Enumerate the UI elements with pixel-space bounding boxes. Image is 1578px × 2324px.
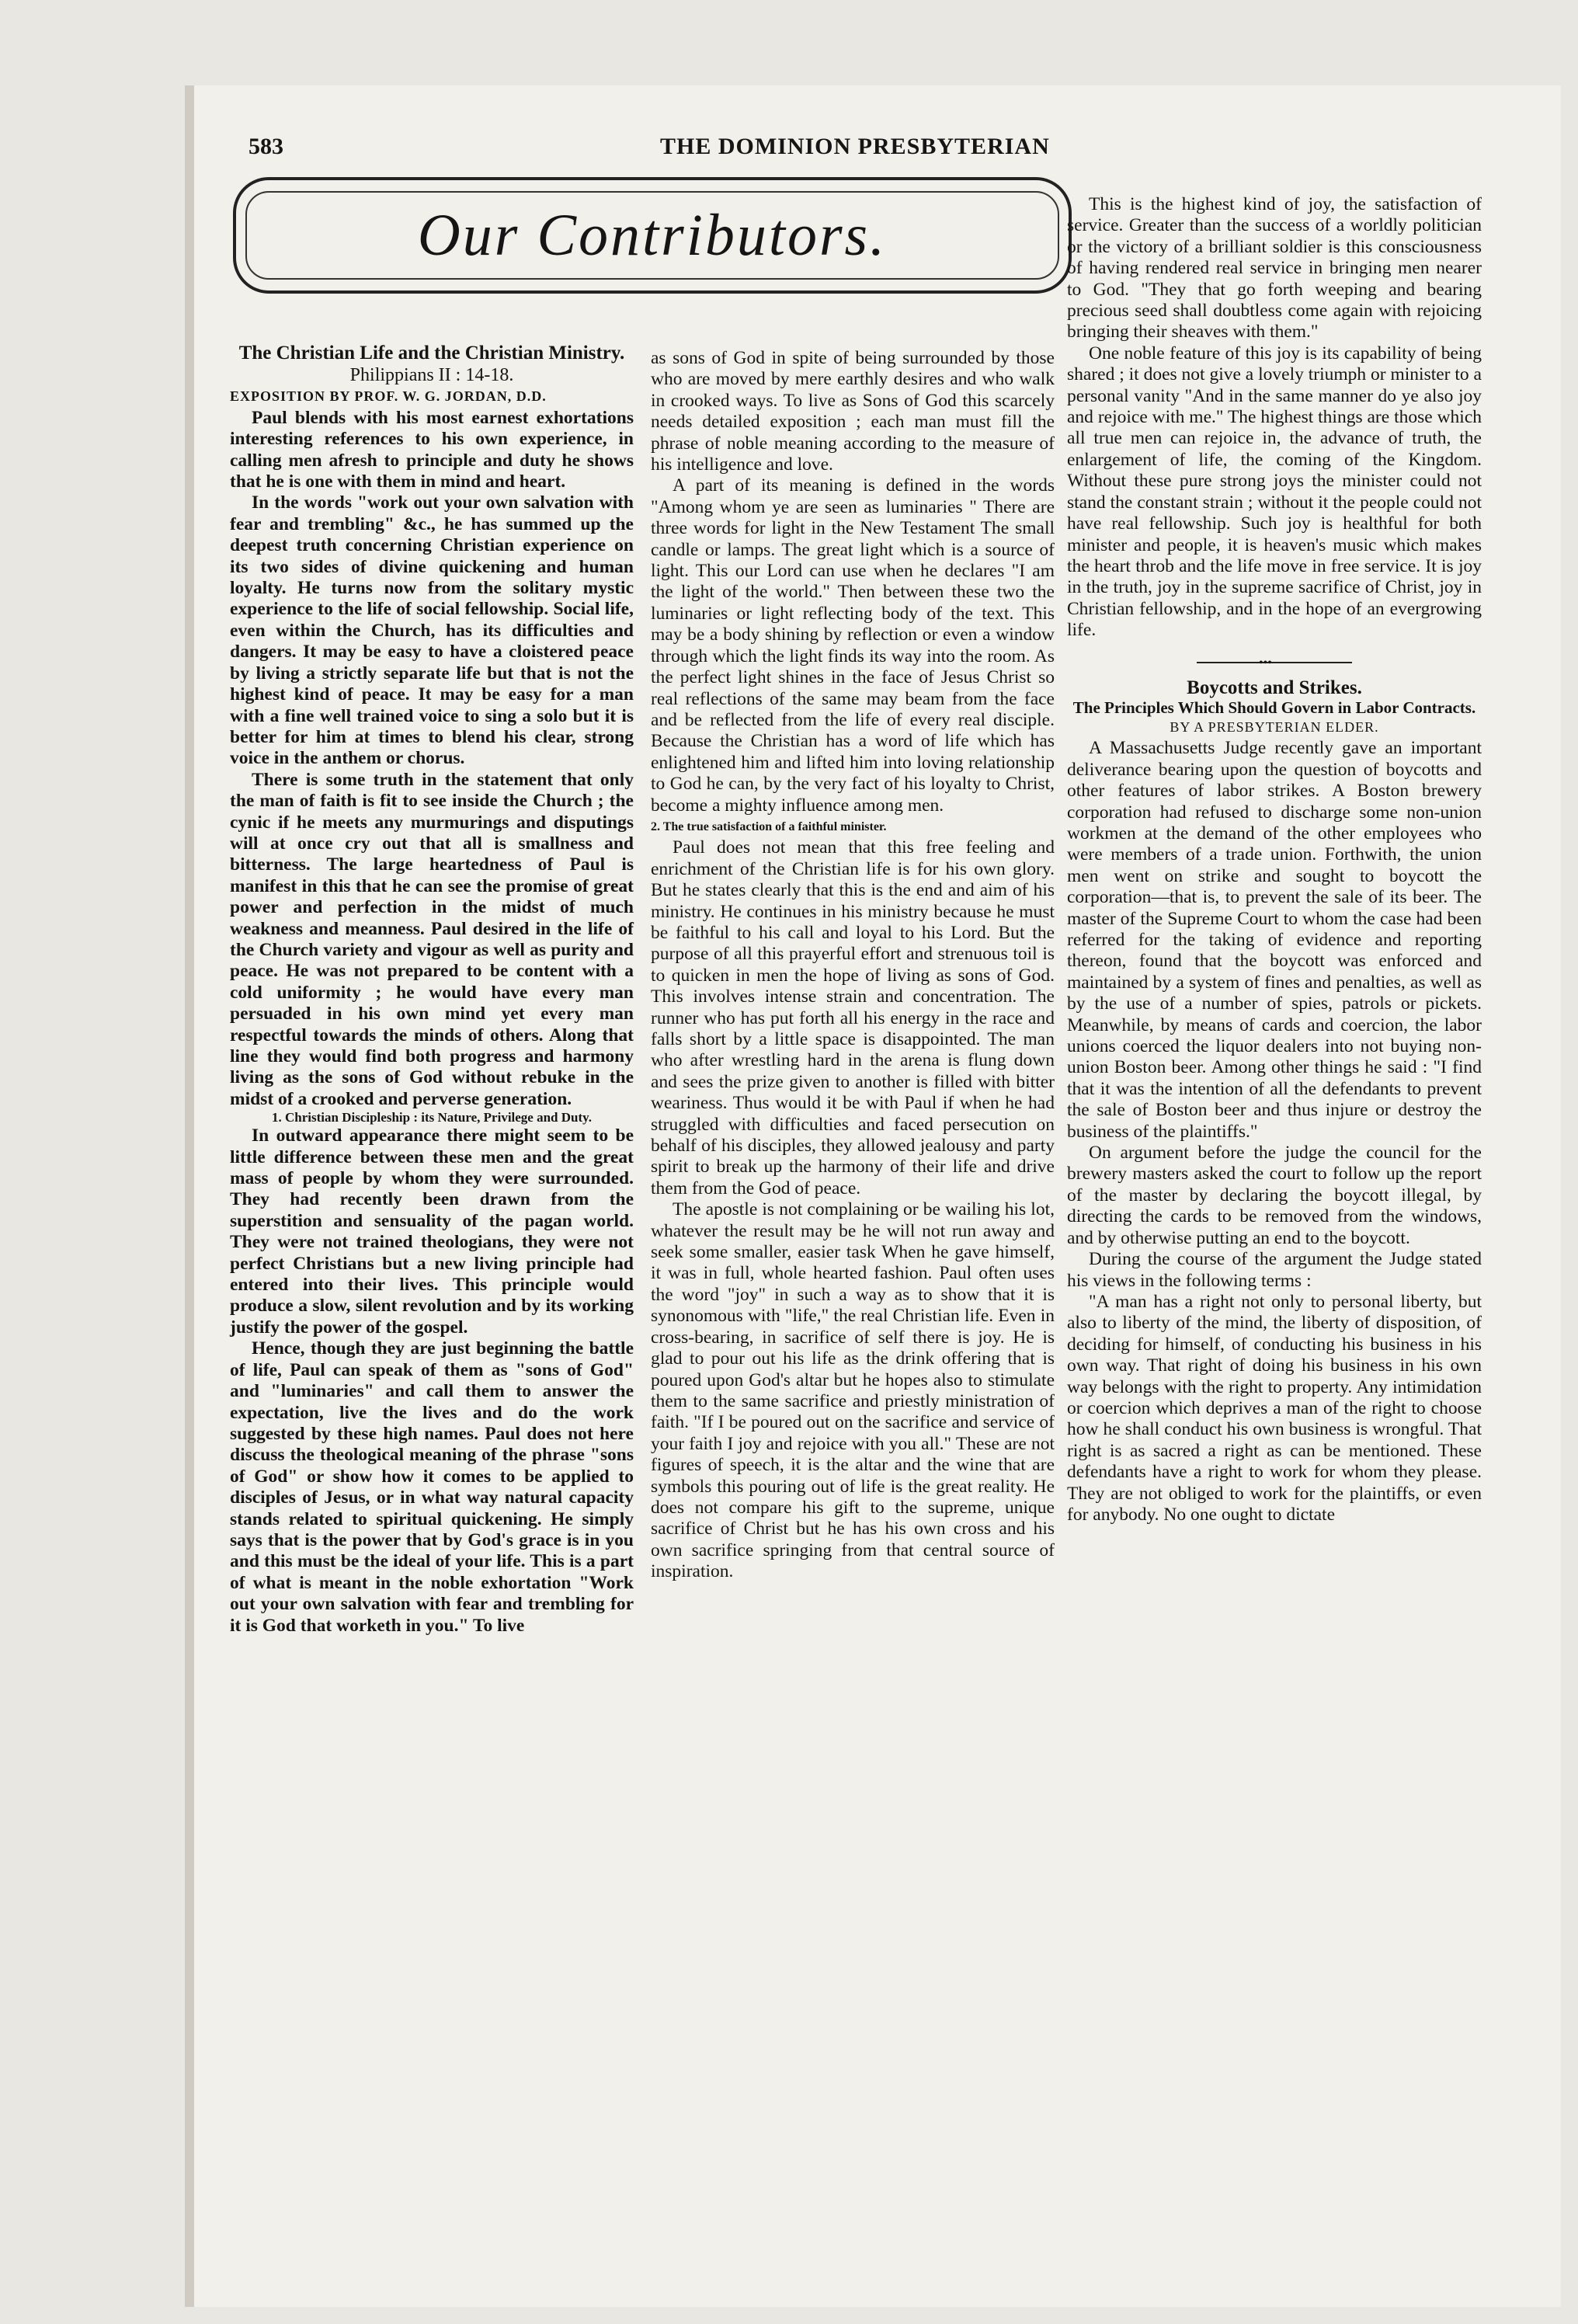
paragraph: "A man has a right not only to personal liberty, but also to liberty of the mind, the liberty of disposition, of deciding for himself, of conducting his business in his own way. That right of doing his business in his own way belongs with the right to property. Any intimidation or coercion which deprives a man of the right to choose how he shall conduct his own business is wrongful. That right is as sacred a right as can be mentioned. These defendants have a right to work for whom they please. They are not obliged to work for the plaintiffs, or even for anybody. No one ought to dictate	[1067, 1291, 1482, 1525]
article-title: The Christian Life and the Christian Ministry.	[238, 343, 625, 364]
article-byline: BY A PRESBYTERIAN ELDER.	[1170, 718, 1379, 735]
paragraph: Paul blends with his most earnest exhortations interesting references to his own experience, in calling men afresh to principle and duty he shows that he is one with them in mind and heart.	[230, 407, 634, 492]
paragraph: During the course of the argument the Judge stated his views in the following terms :	[1067, 1249, 1482, 1291]
column-2	[651, 348, 1055, 1583]
section-heading: 1. Christian Discipleship : its Nature, Privilege and Duty.	[272, 1110, 592, 1125]
paragraph: Hence, though they are just beginning the battle of life, Paul can speak of them as "sons of God" and "luminaries" and call them to answer the expectation, live the lives and do the work suggested by these high names. Paul does not here discuss the theological meaning of the phrase "sons of God" or show how it comes to be applied to disciples of Jesus, or in what way natural capacity stands related to spiritual quickening. He simply says that is the power that by God's grace is in you and this must be the ideal of your life. This is a part of what is meant in the noble exhortation "Work out your own salvation with fear and trembling for it is God that worketh in you." To live	[230, 1338, 634, 1636]
journal-title: THE DOMINION PRESBYTERIAN	[660, 134, 1050, 159]
article-subtitle: The Principles Which Should Govern in Labor Contracts.	[1072, 698, 1476, 717]
page-number: 583	[249, 134, 283, 159]
paragraph: A Massachusetts Judge recently gave an important deliverance bearing upon the question of boycotts and other features of labor strikes. A Boston brewery corporation had refused to discharge some non-union workmen at the demand of the other employees who were members of a trade union. Forthwith, the union men went on strike and sought to boycott the corporation—that is, to prevent the sale of its beer. The master of the Supreme Court to whom the case had been referred for the taking of evidence and reporting thereon, found that the boycott was enforced and maintained by a system of fines and penalties, as well as by the use of a number of spies, patrols or pickets. Meanwhile, by means of cards and coercion, the labor unions coerced the liquor dealers into not buying non-union Boston beer. Among other things he said : "I find that it was the intention of all the defendants to prevent the sale of Boston beer and thus injure or destroy the business of the plaintiffs."	[1067, 738, 1482, 1142]
article-byline: EXPOSITION BY PROF. W. G. JORDAN, D.D.	[230, 388, 547, 405]
paragraph: as sons of God in spite of being surrounded by those who are moved by mere earthly desires and who walk in crooked ways. To live as Sons of God this scarcely needs detailed exposition ; each man must fill the phrase of noble meaning according to the measure of his intelligence and love.	[651, 348, 1055, 475]
paragraph: In the words "work out your own salvation with fear and trembling" &c., he has summed up the deepest truth concerning Christian experience on its two sides of divine quickening and human loyalty. He turns now from the solitary mystic experience to the life of social fellowship. Social life, even within the Church, has its difficulties and dangers. It may be easy to have a cloistered peace by living a strictly separate life but that is not the highest kind of peace. It may be easy for a man with a fine well trained voice to sing a solo but it is better for him at times to blend his clear, strong voice in the anthem or chorus.	[230, 492, 634, 769]
paragraph: There is some truth in the statement that only the man of faith is fit to see inside the Church ; the cynic if he meets any murmurings and disputings will at once cry out that all is smallness and bitterness. The large heartedness of Paul is manifest in this that he can see the promise of great power and perfection in the midst of much weakness and meanness. Paul desired in the life of the Church variety and vigour as well as purity and peace. He was not prepared to be content with a cold uniformity ; he would have every man persuaded in his own mind yet every man respectful towards the minds of others. Along that line they would find both progress and harmony living as the sons of God without rebuke in the midst of a crooked and perverse generation.	[230, 769, 634, 1109]
paragraph: One noble feature of this joy is its capability of being shared ; it does not give a lovely triumph or minister to a personal vanity "And in the same manner do ye also joy and rejoice with me." The highest things are those which all true men can rejoice in, the advance of truth, the enlargement of life, the coming of the Kingdom. Without these pure strong joys the minister could not stand the constant strain ; without it the people could not have real fellowship. Such joy is healthful for both minister and people, it is heaven's music which makes the heart throb and the life move in free service. It is joy in the truth, joy in the supreme sacrifice of Christ, joy in Christian fellowship, and in the hope of an evergrowing life.	[1067, 343, 1482, 641]
paragraph: The apostle is not complaining or be wailing his lot, whatever the result may be he will not run away and seek some smaller, easier task When he gave himself, it was in full, whole hearted fashion. Paul often uses the word "joy" in such a way as to show that it is synonomous with "life," the real Christian life. Even in cross-bearing, in sacrifice of self there is joy. He is glad to pour out his life as the drink offering that is poured upon God's altar but he hopes also to stimulate them to the same sacrifice and priestly ministration of faith. "If I be poured out on the sacrifice and service of your faith I joy and rejoice with you all." These are not figures of speech, it is the altar and the wine that are symbols this pouring out of life is the great reality. He does not compare his gift to the supreme, unique sacrifice of Christ but he has his own cross and his own sacrifice springing from that central source of inspiration.	[651, 1199, 1055, 1582]
paragraph: On argument before the judge the council for the brewery masters asked the court to follow up the report of the master by declaring the boycott illegal, by directing the cards to be removed from the windows, and by otherwise putting an end to the boycott.	[1067, 1143, 1482, 1248]
column-3	[1067, 194, 1482, 1526]
scripture-reference: Philippians II : 14-18.	[349, 365, 514, 385]
paragraph: A part of its meaning is defined in the words "Among whom ye are seen as luminaries " There are three words for light in the New Testament The small candle or lamps. The great light which is a source of light. This our Lord can use when he declares "I am the light of the world." Then between these two the luminaries or light reflecting body of the text. This may be a body shining by reflection or even a window through which the light finds its way into the room. As the perfect light shines in the face of Jesus Christ so real reflections of the same may beam from the face and be reflected from the life of every real disciple. Because the Christian has a word of life which has enlightened him and lifted him into loving relationship to God he can, by the very fact of his loyalty to Christ, become a mighty influence among men.	[651, 475, 1055, 816]
column-1	[230, 342, 634, 1637]
article-title: Boycotts and Strikes.	[1187, 677, 1362, 698]
section-heading: 2. The true satisfaction of a faithful minister.	[651, 819, 887, 833]
paragraph: This is the highest kind of joy, the satisfaction of service. Greater than the success of a worldly politician or the victory of a brilliant soldier is this consciousness of having rendered real service in bringing men nearer to God. "They that go forth weeping and bearing precious seed shall doubtless come again with rejoicing bringing their sheaves with them."	[1067, 194, 1482, 343]
banner-title: Our Contributors.	[417, 202, 888, 268]
paragraph: In outward appearance there might seem to be little difference between these men and the great mass of people by whom they were surrounded. They had recently been drawn from the superstition and sensuality of the pagan world. They were not trained theologians, they were not perfect Christians but a new living principle had entered into their lives. This principle would produce a slow, silent revolution and by its working justify the power of the gospel.	[230, 1125, 634, 1338]
paragraph: Paul does not mean that this free feeling and enrichment of the Christian life is for his own glory. But he states clearly that this is the end and aim of his ministry. He continues in his ministry because he must be faithful to his call and loyal to his Lord. But the purpose of all this prayerful effort and strenuous toil is to quicken in men the hope of living as sons of God. This involves intense strain and concentration. The runner who has put forth all his energy in the race and falls short by a little space is disappointed. The man who after wrestling hard in the arena is flung down and sees the prize given to another is filled with bitter weariness. Thus would it be with Paul if when he had struggled with difficulties and faced persecution on behalf of his disciples, they allowed jealousy and party spirit to break up the harmony of their life and drive them from the God of peace.	[651, 837, 1055, 1199]
section-divider	[1197, 662, 1352, 663]
